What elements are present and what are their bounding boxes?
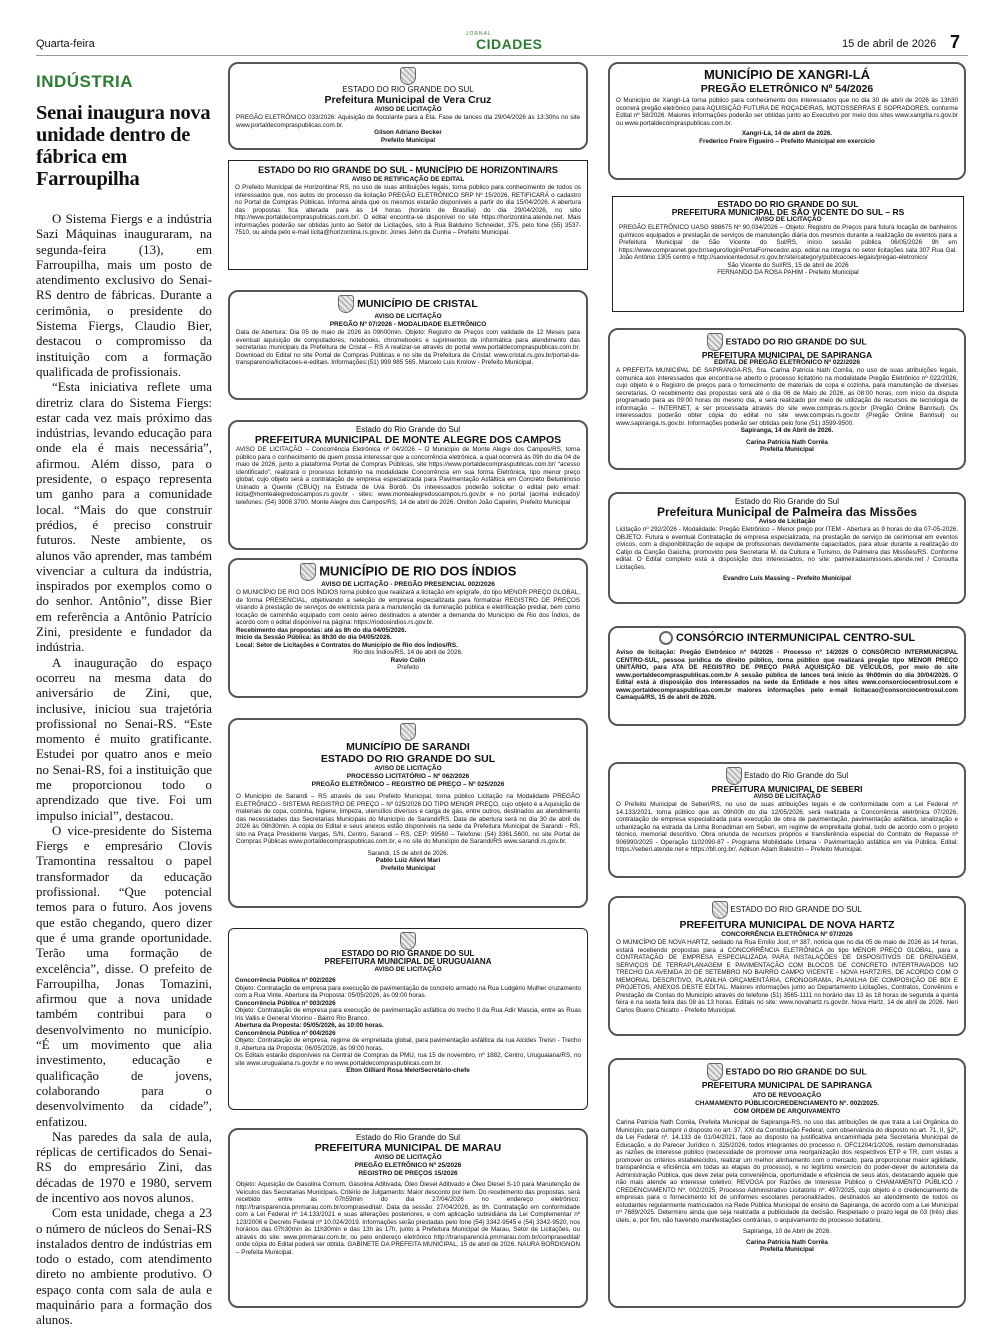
- article-paragraph: Com esta unidade, chega a 23 o número de núcleos do Senai-RS instalados dentro de indústrias em todo o estado, com atendimento direto no ambiente produtivo. O espaço conta com sala de aula e maquinário para a formação dos alunos.: [36, 1206, 212, 1328]
- ad-signature-role: Prefeita Municipal: [760, 1246, 814, 1253]
- page-header: [36, 31, 968, 56]
- ad-title: ESTADO DO RIO GRANDE DO SUL: [725, 336, 867, 347]
- article: [36, 72, 212, 1329]
- header-date: 15 de abril de 2026: [842, 38, 937, 50]
- ad-body: Data de Abertura: Dia 05 de maio de 2026 às 09h00min. Objeto: Registro de Preços com validade de 12 Meses para eventual aquisição de computadores, notebooks, chromebooks e suprimentos de informática para atendimento das secretarias municipais da Prefeitura de Cristal – RS A realizar-se através do portal www.portaldecompraspublicas.com.br. Download do Edital no site Portal de Compras Públicas e no site da Prefeitura de Cristal: www.cristal.rs.gov.br/portal-da-transparencia/licitacoes-e-editais. Informações:(51) 999 985 565. Marcelo Luis Krolow - Prefeito Municipal.: [236, 329, 580, 366]
- ad-body: A PREFEITA MUNICIPAL DE SAPIRANGA-RS, Sra. Carina Patrícia Nath Corrêa, no uso de suas atribuições legais, comunica aos interessados que encontra-se aberto o processo licitatório na modalidade Pregão Eletrônico nº 022/2026, cujo objeto é o Registro de preços para o fornecimento de materiais de copa e cozinha, para manutenção de diversas secretarias. O recebimento das propostas será até o dia 06 de Maio de 2026, as 08:00 horas, com início da disputa programado para as 09:00 horas do mesmo dia, e será realizado por meio de utilização de recursos de tecnologia de informação – INTERNET, a ser processada através do site www.compras.rs.gov.br (Pregão Online Banrisul). Os interessados poderão obter cópia do edital no site www.compras.rs.gov.br (Pregão Online Banrisul) ou www.sapiranga.rs.gov.br. Informações poderão ser obtidas pelo fone (51) 3599-9500.: [616, 367, 958, 427]
- article-paragraph: A inauguração do espaço ocorreu na mesma data do aniversário de Zini, que, inclusive, iniciou sua trajetória profissional no Senai-RS. “Este momento é muito gratificante. Estudei por quatro anos e meio no Senai-RS, foi a instituição que me proporcionou todo o aprendizado que tive. Foi um impulso inicial”, destacou.: [36, 655, 212, 823]
- ad-title: PREFEITURA MUNICIPAL DE SÃO VICENTE DO SUL – RS: [671, 207, 905, 217]
- ad-signature: Elton Gilliard Rosa Melo/Secretário-chefe: [346, 1067, 470, 1074]
- ad-subtitle: AVISO DE LICITAÇÃO: [374, 106, 442, 113]
- ad-title: PREFEITURA MUNICIPAL DE URUGUAIANA: [324, 957, 492, 966]
- page-number: 7: [950, 32, 961, 52]
- ad-subtitle: AVISO DE LICITAÇÃO: [374, 1154, 442, 1161]
- ad-subtitle: AVISO DE LICITAÇÃO: [753, 793, 821, 800]
- ad-monte-alegre: [228, 420, 588, 550]
- ad-marau: [228, 1128, 588, 1308]
- ad-line: Concorrência Pública nº 002/2026: [235, 977, 336, 984]
- ad-line: Rio dos Índios/RS, 14 de abril de 2026.: [353, 649, 463, 656]
- ad-subtitle: AVISO DE LICITAÇÃO: [754, 216, 822, 223]
- header-day: Quarta-feira: [36, 38, 95, 50]
- ad-body: Carina Patrícia Nath Corrêa, Prefeita Municipal de Sapiranga-RS, no uso das atribuições de que trata a Lei Orgânica do Município, para cumprir o disposto no art. 37, XXI da Constituição Federal, com observância do disposto no art. 71, II, §2º, da Lei Federal nº. 14.133 de 01/04/2021, face ao disposto na justificativa encaminhada pela Secretaria Municipal de Educação, e do Parecer Jurídico n. 325/2026, todos integrantes do processo n. OFC1204/1/2026, restam demonstradas as razões de interesse público (necessidade de promover uma reorganização dos respectivos ETP e TR, com vistas a promover os critérios estabelecidos, realizar um melhor alinhamento com o mercado, para proporcionar maior agilidade, transparência e eficiência em todas as etapas do processo), e no legítimo exercício do poder-dever de autotutela da Administração Pública, que deve zelar pela conveniência, oportunidade e eficiência de seus atos, destacando aquele que não mais atende ao interesse coletivo; REVOGA por Razões de Interesse Público o CHAMAMENTO PÚBLICO / CREDENCIAMENTO Nº. 002/2025, Processo Administrativo Licitatório nº. 497/2025, cujo objeto é o credenciamento de empresas para o fornecimento kit de uniformes escolares personalizados, destinados ao atendimento de todos os estudantes regularmente matriculados na Rede Pública Municipal de ensino de Sapiranga, de acordo com a Lei Municipal nº 7689/2025. Determino ainda que seja realizada a publicidade da decisão. Respeitado o prazo legal de 03 (três) dias úteis, e, por fim, não havendo manifestações contrárias, o arquivamento do processo licitatório.: [616, 1119, 958, 1224]
- ad-body: AVISO DE LICITAÇÃO – Concorrência Eletrônica nº 04/2026 – O Município de Monte Alegre dos Campos/RS, torna público para o conhecimento de quem possa interessar que a concorrência eletrônica, a qual ocorrerá às 09h do dia 04 de maio de 2026, junto a plataforma Portal de Compras Públicas, site https://www.portaldecompraspublicas.com.br/ “acesso identificado”, realizará o processo licitatório na modalidade Concorrência em sua forma Eletrônica, tipo menor preço global, cujo objeto será a contratação de empresa especializada para Pavimentação Asfáltica em Concreto Betuminoso Usinado a Quente (CBUQ) na Estrada de Uva Bordô. Os interessados poderão solicitar o edital pelo email: licita@montealegredoscampos.rs.gov.br - sites: www.montealegredoscampos.rs.gov.br e no portal (acima indicado)/ telefones: (54) 3908 3700. Monte Alegre dos Campos/RS, 14 de abril de 2026. Onilton João Capelini, Prefeito Municipal: [236, 446, 580, 506]
- ad-subtitle: PREGÃO Nº 07/2026 - MODALIDADE ELETRÔNICO: [329, 321, 487, 328]
- ad-signature: FERNANDO DA ROSA PAHIM - Prefeito Municipal: [717, 269, 859, 276]
- ad-body: PREGÃO ELETRÔNICO 033/2026: Aquisição de floculante para a Eta. Fase de lances dia 29/04/2026 às 13:30hs no site www.portaldecompraspublicas.com.br.: [236, 114, 580, 129]
- ad-line: Xangri-Lá, 14 de abril de 2026.: [741, 130, 833, 137]
- article-paragraph: “Esta iniciativa reflete uma diretriz clara do Sistema Fiergs: estar cada vez mais próximo das indústrias, levando educação para onde ela é mais necessária”, afirmou. Além disso, para o presidente, o espaço representa um ganho para a comunidade local. “Mais do que construir prédios, é preciso construir futuros. Neste ambiente, os alunos vão aprender, mas também vivenciar a cultura da indústria, inspirados por exemplos como o do senhor. Antônio”, disse Bier em referência a Antônio Patrício Zini, presidente e fundador da indústria.: [36, 380, 212, 655]
- ad-title: Prefeitura Municipal de Vera Cruz: [324, 94, 492, 106]
- ad-title: PREFEITURA MUNICIPAL DE NOVA HARTZ: [679, 919, 895, 931]
- ad-title: PREFEITURA MUNICIPAL DE MONTE ALEGRE DOS CAMPOS: [254, 434, 562, 446]
- ad-subtitle: AVISO DE LICITAÇÃO: [374, 966, 442, 973]
- ad-line: Objeto: Contratação de empresa, regime de empreitada global, para pavimentação asfáltica da rua Alcides Treisn - Trecho II. Abertura da Proposta: 06/05/2026, às 09:00 horas.: [235, 1037, 581, 1052]
- coat-of-arms-icon: [300, 563, 316, 581]
- ad-signature: Pablo Luiz Allevi Mari: [375, 857, 441, 864]
- ad-subtitle: REGISTRO DE PREÇOS 15/2026: [358, 1170, 458, 1177]
- ad-consorcio-centro-sul: [608, 626, 966, 726]
- coat-of-arms-icon: [712, 901, 728, 919]
- ad-signature: Carina Patrícia Nath Corrêa: [746, 438, 828, 446]
- ad-subtitle: CHAMAMENTO PÚBLICO/CREDENCIAMENTO Nº. 002/2025.: [695, 1100, 879, 1107]
- ad-line: Abertura da Proposta: 05/05/2026, às 10:00 horas.: [235, 1022, 384, 1029]
- ad-title: MUNICÍPIO DE SARANDI: [346, 741, 470, 753]
- ad-signature-role: Prefeito Municipal: [380, 136, 436, 144]
- ad-subtitle: AVISO DE LICITAÇÃO - PREGÃO PRESENCIAL 002/2026: [321, 581, 495, 588]
- ad-body: O Prefeito Municipal de Seberi/RS, no uso de suas atribuições legais e de conformidade com a Lei Federal nº 14.133/2021, torna público que as 09h00h do dia 12/05/2026, será realizada a Concorrência eletrônica 07/2026, contratação de empresa especializada para execução de obra de pavimentação, pavimentação asfáltica, sinalização e urbanização na estrada da Linha Bonadiman em Seberi, em regime de empreitada global, tudo de acordo com o projeto técnico, memorial descritivo. Obra oriunda de recursos próprios e transferência especial do Contrato de Repasse nº 906990/2025 - Operação 1102090-87 - Programa Mobilidade Urbana - Pavimentação asfáltica em via Pública. Edital: https://seberi.atende.net e https://bll.org.br/. Adilson Adam Balestrin – Prefeito Municipal.: [616, 801, 958, 853]
- ad-body: PREGÃO ELETRÔNICO UASG 988675 Nº 90.034/2026 – Objeto: Registro de Preços para futura locação de banheiros químicos equipados e prestação de serviços de manutenção diária dos mesmos durante a realização de eventos para a Prefeitura Municipal de São Vicente do Sul/RS, início sessão pública 06/05/2026 9h em https://www.comprasnet.gov.br/seguro/loginPortalFornecedor.asp. edital na íntegra no setor licitações sala 307 Rua Gal. João Antônio 1305 centro e http://saovicentedosul.rs.gov.br/site/category/publicacoes-legais/pregao-eletronico/: [619, 224, 957, 261]
- ad-title: PREFEITURA MUNICIPAL DE SAPIRANGA: [701, 1080, 873, 1090]
- ad-title: MUNICÍPIO DE XANGRI-LÁ: [703, 67, 871, 82]
- ad-line: Sarandi, 15 de abril de 2026.: [367, 849, 449, 857]
- ad-subtitle: CONCORRÊNCIA ELETRÔNICA Nº 07/2026: [721, 931, 853, 938]
- ad-title: PREGÃO ELETRÔNICO Nº 54/2026: [700, 83, 874, 95]
- ad-signature: Frederico Freire Figueiró – Prefeito Municipal em exercício: [699, 137, 875, 145]
- ad-subtitle: EDITAL DE PREGÃO ELETRÔNICO Nº 022/2026: [714, 359, 860, 366]
- ad-title: PREFEITURA MUNICIPAL DE SAPIRANGA: [701, 350, 873, 360]
- ad-title: ESTADO DO RIO GRANDE DO SUL: [717, 199, 859, 209]
- ad-sao-vicente: [612, 196, 964, 312]
- ad-title: CONSÓRCIO INTERMUNICIPAL CENTRO-SUL: [675, 631, 916, 644]
- ad-line: Estado do Rio Grande do Sul: [734, 497, 840, 506]
- ad-horizontina: [228, 160, 588, 270]
- ad-title: ESTADO DO RIO GRANDE DO SUL: [341, 949, 475, 958]
- ad-title: ESTADO DO RIO GRANDE DO SUL: [725, 1066, 867, 1077]
- ad-xangri-la: [608, 62, 966, 180]
- ad-line: Estado do Rio Grande do Sul: [355, 1133, 461, 1142]
- ad-line: Estado do Rio Grande do Sul: [355, 425, 461, 434]
- ad-line: Os Editais estarão disponíveis na Central de Compras da PMU, rua 15 de novembro, nº 1882, Centro, Uruguaiana/RS, no site www.uruguaiana.rs.gov.br e no www.portaldecompraspublicas.com.br.: [235, 1052, 581, 1067]
- ad-subtitle: COM ORDEM DE ARQUIVAMENTO: [733, 1108, 841, 1115]
- coat-of-arms-icon: [400, 723, 416, 741]
- ad-subtitle: PREGÃO ELETRÔNICO – REGISTRO DE PREÇO – Nº 025/2026: [311, 781, 505, 788]
- ad-sapiranga-revogacao: [608, 1058, 966, 1308]
- ad-subtitle: PREGÃO ELETRÔNICO Nº 25/2026: [354, 1162, 462, 1169]
- header-jornal: JORNAL: [466, 31, 492, 37]
- ad-line: São Vicente do Sul/RS, 15 de abril de 2026: [727, 261, 849, 269]
- ad-body: O Prefeito Municipal de Horizontina/ RS, no uso de suas atribuições legais, torna público para conhecimento de todos os interessados que, nos autos do processo da licitação PREGÃO ELETRÔNICO SRP Nº 15/2026, RETIFICARÁ o cadastro no Portal de Compras Públicas. Informa ainda que os mesmos estarão disponíveis a partir do dia 15/04/2026. A abertura das propostas fica alterada para às 14 horas (horário de Brasília) do dia 29/04/2026, no sitio http://www.portaldecompraspublicas.com.br/. O edital encontra-se disponível no site https://horizontina.atende.net. Mais informações poderão ser obtidas junto ao Setor de Licitações, sito à Rua Balduino Schneider, 375, pelo fone (55) 3537-7510, ou ainda pelo e-mail licita@horizontina.rs.gov.br. Jones Jehn da Cunha – Prefeito Municipal.: [235, 184, 581, 236]
- ad-signature-role: Prefeito: [397, 664, 419, 671]
- ad-signature: Ravio Colin: [390, 656, 426, 664]
- ad-line: ESTADO DO RIO GRANDE DO SUL: [342, 85, 474, 94]
- ad-line: Concorrência Pública nº 003/2026: [235, 999, 336, 1007]
- ad-subtitle: AVISO DE LICITAÇÃO: [374, 765, 442, 772]
- article-paragraph: O Sistema Fiergs e a indústria Sazi Máquinas inauguraram, na segunda-feira (13), em Farroupilha, mais um posto de atendimento exclusivo do Senai-RS dentro de fábricas. Durante a cerimônia, o presidente do Sistema Fiergs, Claudio Bier, destacou o compromisso da instituição com a formação qualificada de profissionais.: [36, 212, 212, 379]
- ad-vera-cruz: [228, 62, 588, 150]
- coat-of-arms-icon: [707, 1063, 723, 1081]
- ad-body: O MUNICÍPIO DE NOVA HARTZ, sediado na Rua Emílio Jost, nº 387, notícia que no dia 05 de maio de 2026 às 14 horas, estará recebendo propostas para a CONCORRÊNCIA ELETRÔNICA do tipo MENOR PREÇO GLOBAL, para a CONTRATAÇÃO DE EMPRESA ESPECIALIZADA PARA INSTALAÇÕES DE DISPOSITIVOS DE DRENAGEM, SERVIÇOS DE TERRAPLANAGEM E PAVIMENTAÇÃO COM BLOCOS DE CONCRETO INTERTRAVADOS NO TRECHO DA AVENIDA 20 DE SETEMBRO NO BAIRRO CAMPO VICENTE - NOVA HARTZ/RS, DE ACORDO COM O MEMORIAL DESCRITIVO, PLANILHA ORÇAMENTÁRIA, CRONOGRAMA, PLANILHA DE COMPOSIÇÃO DE BDI E PROJETOS, ANEXOS DESTE EDITAL. Maiores informações junto ao Departamento Licitações, Contratos, Convênios e Prestação de Contas do Município através do telefone (51) 3565-1111 no horário das 13 às 18 horas de segunda a quinta feira e na sexta feira das 08 às 13 horas. Editais no site: www.novahartz.rs.gov.br. Nova Hartz, 14 de abril de 2026. Neri Carlos Bueno Chicatto - Prefeito Municipal.: [616, 939, 958, 1014]
- ad-palmeira-missoes: [608, 492, 966, 604]
- article-paragraph: Nas paredes da sala de aula, réplicas de certificados do Senai-RS do empresário Zini, das décadas de 1970 e 1980, servem de incentivo aos novos alunos.: [36, 1129, 212, 1205]
- ad-body: Objeto: Aquisição de Gasolina Comum, Gasolina Aditivada, Óleo Diesel Aditivado e Óleo Diesel S-10 para Manutenção de Veículos das Secretarias Municipais. Critério de Julgamento: Maior desconto por item. Do recebimento das propostas: será recebido entre às 07h59min do dia 27/04/2026 no endereço eletrônico: http://transparencia.pmmarau.com.br/comprasedital/. Data da sessão: 27/04/2026, às 8h. Contratação em conformidade com a Lei Federal nº 14.133/2021 e suas alterações posteriores, e com aplicação subsidiária da Lei Complementar nº 123/2006 e Decreto Federal nº 10.024/2019. Informações serão prestadas pelo fone (54) 3342-9545 e (54) 3342-9520, nos horários das 07h30min às 11h30min e das 13h às 17h, junto à Prefeitura Municipal de Marau, Setor de Licitações, ou através do site: www.pmmarau.com.br, ou pelo endereço eletrônico http://transparencia.pmmarau.com.br/comprasedital/ onde cópia do Edital poderá ser obtida. GABINETE DA PREFEITA MUNICIPAL, 15 de abril de 2026. NAURA BORDIGNON – Prefeita Municipal.: [236, 1181, 580, 1256]
- ad-body: O Município de Xangri-Lá torna público para conhecimento dos interessados que no dia 30 de abril de 2026 às 13h30 ocorrerá pregão eletrônico para AQUISIÇÃO FUTURA DE ROÇADEIRAS, MOTOSSERRAS E SOPRADORES, conforme Edital nº 58/2026. Maiores informações poderão ser obtidas junto ao Executivo por meio dos sites www.xangrila.rs.gov.br ou www.portaldecompraspublicas.com.br.: [616, 97, 958, 127]
- ad-line: Objeto: Contratação de empresa para execução de pavimentação de concreto armado na Rua Ludgério Mulher cruzamento com a Rua Vinte. Abertura da Proposta: 05/05/2026, às 09:00 horas.: [235, 984, 581, 999]
- ad-signature: Carina Patrícia Nath Corrêa: [746, 1238, 828, 1246]
- ad-subtitle: ATO DE REVOGAÇÃO: [752, 1092, 822, 1099]
- coat-of-arms-icon: [400, 67, 416, 85]
- ad-sapiranga-edital: [608, 328, 966, 470]
- ad-nova-hartz: [608, 896, 966, 1036]
- coat-of-arms-icon: [338, 295, 354, 313]
- ad-body: Licitação nº 292/2026 - Modalidade: Pregão Eletrônico – Menor preço por ITEM - Abertura as 9 horas do dia 07-05-2026. OBJETO: Futura e eventual Contratação de empresa especializada, na prestação de serviço de cerimonial em eventos cívicos, com a disponibilização de equipe de profissionais devidamente capacitados, para atuar durante a realização do Catijo da Canção Gaúcha, promovido pela Secretaria M. da Cultura e Turismo, de Palmeira das Missões/RS. Conforme edital. O Edital completo está à disposição dos interessados, no site: palmeiradasmissoes.atende.net / Consulta Licitações.: [616, 526, 958, 571]
- ad-subtitle: PROCESSO LICITATÓRIO – Nº 062/2026: [346, 773, 470, 780]
- ad-title: ESTADO DO RIO GRANDE DO SUL: [320, 753, 496, 765]
- ad-signature: Evandro Luis Massing – Prefeito Municipal: [722, 575, 852, 582]
- ad-title: MUNICÍPIO DE RIO DOS ÍNDIOS: [319, 563, 517, 579]
- ad-title: Prefeitura Municipal de Palmeira das Missões: [656, 505, 918, 519]
- ad-subtitle: AVISO DE LICITAÇÃO: [374, 313, 442, 320]
- ad-title: ESTADO DO RIO GRANDE DO SUL - MUNICÍPIO DE HORIZONTINA/RS: [258, 165, 558, 175]
- article-headline: Senai inaugura nova unidade dentro de fábrica em Farroupilha: [36, 102, 211, 190]
- ad-line: Recebimento das propostas: até às 8h do dia 04/05/2026.: [236, 626, 407, 634]
- ad-line: Objeto: Contratação de empresa para execução de pavimentação asfáltica do trecho II da Rua Adir Mascia, entre as Ruas Iris Vallis e General Vitorino - Bairro Rio Branco.: [235, 1007, 581, 1022]
- ad-subtitle: Aviso de Licitação: [758, 518, 816, 525]
- ad-line: Estado do Rio Grande do Sul: [744, 771, 849, 781]
- ad-seberi: [608, 762, 966, 878]
- ad-subtitle: AVISO DE RETIFICAÇÃO DE EDITAL: [351, 176, 465, 183]
- ad-line: Sapiranga, 10 de Abril de 2026.: [742, 1228, 832, 1235]
- ad-line: ESTADO DO RIO GRANDE DO SUL: [730, 905, 862, 915]
- ad-signature: Gilson Adriano Becker: [374, 129, 442, 136]
- ad-body: O Município de Sarandi – RS através de seu Prefeito Municipal, torna público Licitação na Modalidade PREGÃO ELETRÔNICO - SISTEMA REGISTRO DE PREÇO – Nº 025/2026 DO TIPO MENOR PREÇO, cujo objeto é a Aquisição de materiais de copa, cozinha, higiene, limpeza, utensílios diversos e carga de gás, entre outros, destinados ao atendimento das necessidades das Secretarias Municipais do Município de Sarandi/RS. Data de abertura será no dia 30 de abril de 2026 às 08h30min. A cópia do Edital e seus anexos estão disponíveis na sede da Prefeitura Municipal de Sarandi - RS, sito na Praça Presidente Vargas, S/N, Centro, Sarandi – RS, CEP: 99560 – Telefone: (54) 3361.5600, no site Portal de Compras Públicas www.portaldecompraspublicas.com.br, e no site do Município de Sarandi/RS www.sarandi.rs.gov.br.: [236, 793, 580, 845]
- coat-of-arms-icon: [726, 767, 742, 785]
- ad-sarandi: [228, 718, 588, 908]
- ad-line: Início da Sessão Pública: às 8h30 do dia 04/05/2026.: [236, 634, 392, 641]
- ad-title: PREFEITURA MUNICIPAL DE SEBERI: [711, 784, 863, 794]
- ad-signature-role: Prefeito Municipal: [380, 864, 436, 872]
- header-section: CIDADES: [476, 36, 543, 52]
- ad-line: Concorrência Pública nº 004/2026: [235, 1029, 336, 1037]
- ad-title: PREFEITURA MUNICIPAL DE MARAU: [314, 1142, 502, 1154]
- article-kicker: INDÚSTRIA: [36, 72, 134, 91]
- coat-of-arms-icon: [400, 932, 416, 950]
- ad-line: Local: Setor de Licitações e Contratos do Município de Rio dos Índios/RS.: [236, 641, 458, 649]
- ad-title: MUNICÍPIO DE CRISTAL: [357, 297, 478, 310]
- consortium-logo-icon: [659, 631, 673, 645]
- ad-line: Sapiranga, 14 de Abril de 2026.: [740, 427, 834, 434]
- ad-rio-dos-indios: [228, 558, 588, 698]
- coat-of-arms-icon: [707, 333, 723, 351]
- article-paragraph: O vice-presidente do Sistema Fiergs e empresário Clovis Tramontina ressaltou o papel transformador da educação profissional. “Que potencial temos para o futuro. Aos jovens que estão chegando, quero dizer que é uma grande oportunidade. Terão uma formação de excelência”, disse. O prefeito de Farroupilha, Jonas Tomazini, afirmou que a nova unidade também contribui para o desenvolvimento no município. “É um movimento que alia investimento, educação e qualificação de jovens, colaborando para o desenvolvimento da cidade”, enfatizou.: [36, 823, 212, 1129]
- ad-uruguaiana: [228, 928, 588, 1110]
- ad-body: Aviso de licitação: Pregão Eletrônico nº 04/2026 - Processo nº 14/2026 O CONSÓRCIO INTERMUNICIPAL CENTRO-SUL, pessoa jurídica de direito público, torna público que realizará pregão tipo MENOR PREÇO UNITÁRIO, para ATA DE REGISTRO DE PREÇO PARA AQUISIÇÃO DE VEÍCULOS, por meio do site www.portaldecompraspublicas.com.br A sessão pública de lances terá início às 9h00min do dia 30/04/2026. O Edital está à disposição dos interessados na sede da Entidade e nos sites www.consorciocentrosul.com e www.portaldecompraspublicas.com.br maiores informações pelo e-mail licitacao@consorciocentrosul.com Camaquã/RS, 15 de abril de 2026.: [616, 649, 958, 701]
- ad-signature-role: Prefeita Municipal: [760, 446, 814, 453]
- article-body: [36, 212, 212, 1329]
- ad-body: O MUNICÍPIO DE RIO DOS ÍNDIOS torna público que realizará a licitação em epígrafe, do tipo MENOR PREÇO GLOBAL, de forma PRESENCIAL, objetivando a seleção de empresa especializada para formalizar REGISTRO DE PREÇOS visando à prestação de serviços de eletricista para a manutenção da iluminação pública e eletrificação predial, bem como locação de caminhão equipado com cesto aéreo destinados a atender a demanda do Município de Rio dos Índios, de acordo com o edital disponível na página: https://riodosindios.rs.gov.br.: [236, 589, 580, 626]
- ad-cristal: [228, 290, 588, 400]
